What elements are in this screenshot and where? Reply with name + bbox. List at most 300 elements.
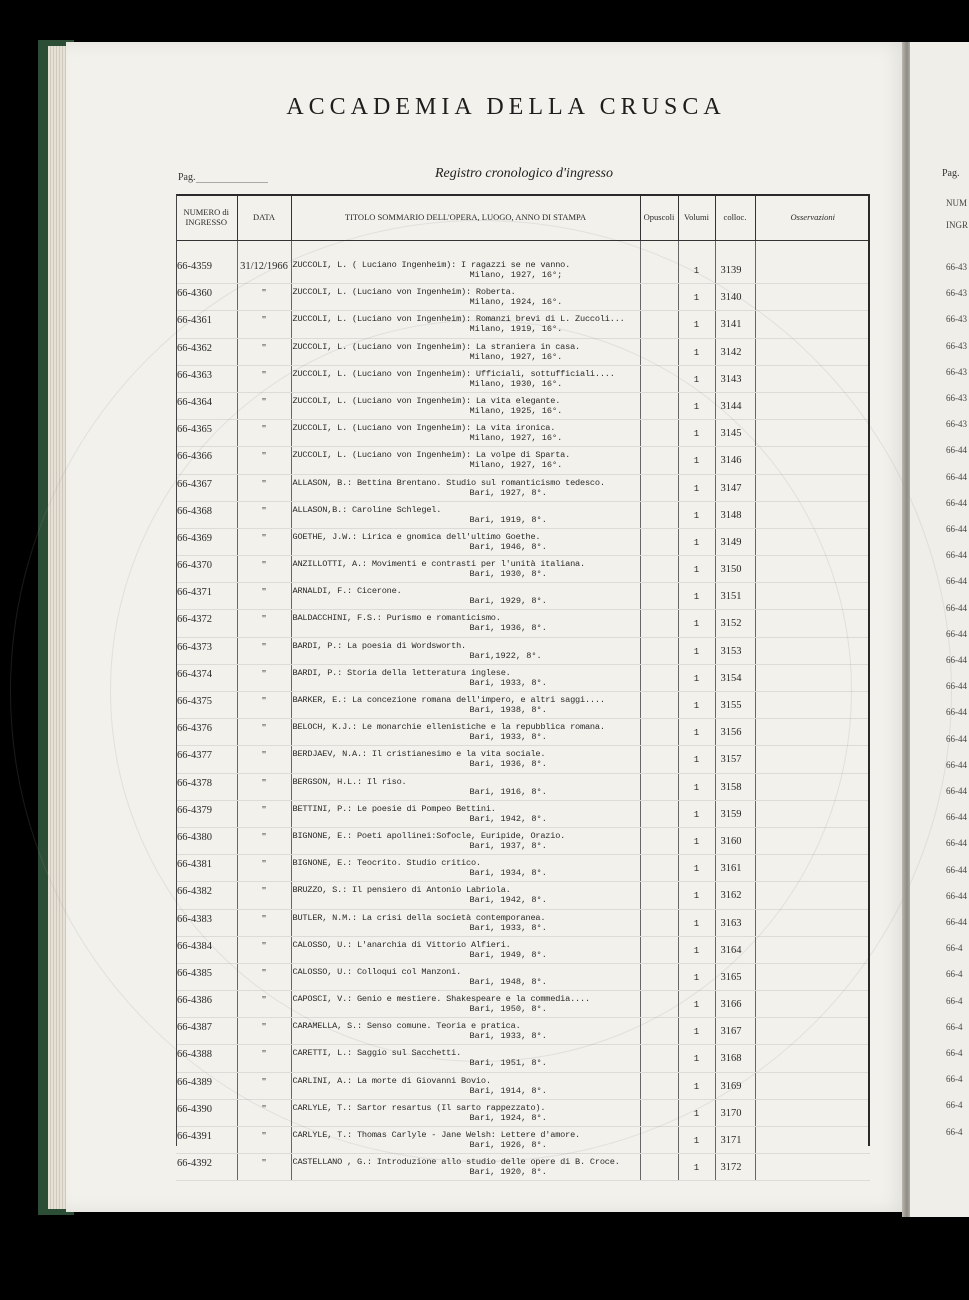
entry-colloc-cell — [715, 556, 755, 583]
entry-opuscoli-cell — [640, 284, 678, 311]
entry-notes-cell — [755, 773, 870, 800]
entry-volumes: 1 — [693, 320, 700, 331]
entry-collocation: 3163 — [720, 917, 742, 929]
right-page-row-number: 66-44 — [946, 733, 967, 744]
entry-volumes: 1 — [693, 755, 700, 766]
entry-place: Bari, 1951, 8°. — [469, 1058, 547, 1069]
table-row — [176, 284, 870, 311]
entry-colloc-cell — [715, 311, 755, 338]
entry-number: 66-4361 — [177, 315, 212, 327]
entry-date-cell — [237, 827, 291, 854]
entry-number: 66-4389 — [177, 1076, 212, 1088]
right-page-header-fragment: NUM — [946, 198, 968, 208]
right-page-row-number: 66-4 — [946, 995, 963, 1006]
entry-volumes-cell — [678, 773, 715, 800]
entry-colloc-cell — [715, 1018, 755, 1045]
entry-colloc-cell — [715, 637, 755, 664]
entry-volumes: 1 — [693, 701, 700, 711]
entry-number-cell — [176, 501, 237, 528]
entry-title-cell — [291, 637, 640, 664]
entry-number: 66-4377 — [177, 750, 212, 762]
entry-number: 66-4365 — [177, 424, 212, 436]
column-header-osservazioni: Osservazioni — [755, 194, 870, 241]
entry-title: ZUCCOLI, L. (Luciano von Ingenheim): La straniera in casa. — [292, 341, 581, 352]
entry-title-cell — [291, 474, 640, 501]
entry-date: " — [261, 696, 267, 707]
entry-number: 66-4372 — [177, 614, 212, 626]
entry-collocation: 3150 — [720, 564, 742, 576]
entry-opuscoli-cell — [640, 991, 678, 1018]
entry-volumes: 1 — [693, 646, 700, 657]
entry-collocation: 3162 — [720, 890, 742, 902]
entry-collocation: 3145 — [720, 428, 742, 440]
entry-number-cell — [176, 991, 237, 1018]
entry-notes-cell — [755, 284, 870, 311]
entry-notes-cell — [755, 447, 870, 474]
entry-opuscoli-cell — [640, 447, 678, 474]
entry-number: 66-4366 — [177, 451, 212, 463]
entry-opuscoli-cell — [640, 392, 678, 419]
right-page-row-number: 66-44 — [946, 602, 967, 613]
entry-colloc-cell — [715, 528, 755, 555]
entry-number-cell — [176, 963, 237, 990]
entry-collocation: 3147 — [720, 482, 742, 494]
entry-collocation: 3153 — [720, 645, 742, 657]
entry-number: 66-4387 — [177, 1022, 212, 1034]
entry-volumes: 1 — [693, 510, 700, 521]
right-page-row-number: 66-4 — [946, 1100, 963, 1111]
entry-title: CARLYLE, T.: Sartor resartus (Il sarto rappezzato). — [292, 1102, 546, 1113]
entry-title: CARLYLE, T.: Thomas Carlyle - Jane Welsh: Lettere d'amore. — [292, 1130, 581, 1140]
entry-number-cell — [176, 909, 237, 936]
entry-title-cell — [291, 909, 640, 936]
entry-number-cell — [176, 338, 237, 365]
table-row — [176, 1099, 870, 1126]
entry-number: 66-4388 — [177, 1049, 212, 1061]
entry-volumes: 1 — [693, 972, 700, 983]
entry-date: " — [261, 396, 267, 408]
register-subtitle: Registro cronologico d'ingresso — [435, 166, 613, 181]
entry-collocation: 3139 — [720, 265, 742, 276]
entry-number: 66-4368 — [177, 505, 212, 517]
entry-collocation: 3149 — [720, 536, 742, 548]
entry-colloc-cell — [715, 963, 755, 990]
entry-title-cell — [291, 719, 640, 746]
entry-collocation: 3156 — [720, 727, 742, 739]
entry-title-cell — [291, 392, 640, 419]
entry-opuscoli-cell — [640, 692, 678, 719]
entry-title: ZUCCOLI, L. (Luciano von Ingenheim): La volpe di Sparta. — [292, 450, 571, 461]
entry-date-cell — [237, 1045, 291, 1072]
entry-date-cell — [237, 284, 291, 311]
entry-number-cell — [176, 583, 237, 610]
entry-notes-cell — [755, 338, 870, 365]
entry-collocation: 3146 — [720, 455, 742, 467]
table-row — [176, 528, 870, 555]
entry-volumes-cell — [678, 1154, 715, 1181]
entry-number-cell — [176, 556, 237, 583]
entry-place: Milano, 1927, 16°. — [469, 433, 563, 444]
table-row — [176, 773, 870, 800]
entry-number: 66-4374 — [177, 668, 212, 680]
table-spacer-row — [176, 241, 870, 258]
entry-colloc-cell — [715, 909, 755, 936]
entry-title: ZUCCOLI, L. (Luciano von Ingenheim): Ufficiali, sottufficiali.... — [292, 368, 615, 379]
entry-opuscoli-cell — [640, 474, 678, 501]
table-row — [176, 474, 870, 501]
right-page-row-number: 66-44 — [946, 445, 967, 456]
entry-collocation: 3169 — [720, 1080, 742, 1092]
entry-date-cell — [237, 1099, 291, 1126]
entry-number-cell — [176, 746, 237, 773]
entry-volumes: 1 — [693, 918, 700, 929]
entry-opuscoli-cell — [640, 936, 678, 963]
entry-title-cell — [291, 991, 640, 1018]
entry-date: " — [261, 315, 267, 327]
entry-collocation: 3160 — [720, 835, 742, 847]
entry-place: Bari, 1933, 8°. — [469, 677, 547, 688]
entry-date-cell — [237, 528, 291, 555]
entry-colloc-cell — [715, 800, 755, 827]
entry-title: CALOSSO, U.: L'anarchia di Vittorio Alfieri. — [292, 939, 511, 950]
table-row — [176, 963, 870, 990]
entry-date: " — [261, 668, 267, 680]
entry-collocation: 3171 — [720, 1135, 742, 1146]
right-page-row-number: 66-44 — [946, 707, 967, 718]
entry-number: 66-4363 — [177, 369, 212, 381]
entry-number-cell — [176, 284, 237, 311]
entry-notes-cell — [755, 909, 870, 936]
entry-place: Bari, 1927, 8°. — [469, 487, 547, 498]
entry-date: " — [261, 532, 267, 544]
right-page-row-number: 66-44 — [946, 550, 967, 561]
entry-date: " — [261, 614, 267, 626]
entry-notes-cell — [755, 474, 870, 501]
entry-opuscoli-cell — [640, 365, 678, 392]
right-page-row-number: 66-43 — [946, 288, 967, 299]
table-row — [176, 392, 870, 419]
entry-notes-cell — [755, 365, 870, 392]
entry-opuscoli-cell — [640, 420, 678, 447]
entry-number: 66-4383 — [177, 913, 212, 925]
entry-date: " — [261, 1103, 267, 1115]
entry-volumes-cell — [678, 827, 715, 854]
entry-date: " — [261, 1022, 267, 1034]
entry-opuscoli-cell — [640, 637, 678, 664]
entry-opuscoli-cell — [640, 882, 678, 909]
right-page-row-number: 66-43 — [946, 366, 967, 377]
entry-date: " — [261, 723, 267, 735]
column-header-data: DATA — [237, 194, 291, 241]
entry-number-cell — [176, 1018, 237, 1045]
entry-date-cell — [237, 365, 291, 392]
entry-date-cell — [237, 392, 291, 419]
entry-date-cell — [237, 773, 291, 800]
entry-place: Bari, 1936, 8°. — [469, 759, 547, 770]
entry-number-cell — [176, 719, 237, 746]
entry-place: Bari, 1933, 8°. — [469, 922, 547, 933]
entry-date-cell — [237, 637, 291, 664]
entry-title: ALLASON,B.: Caroline Schlegel. — [292, 504, 442, 515]
entry-opuscoli-cell — [640, 773, 678, 800]
right-page-row-number: 66-43 — [946, 393, 967, 403]
entry-volumes-cell — [678, 963, 715, 990]
entry-place: Bari, 1942, 8°. — [469, 895, 547, 906]
entry-date-cell — [237, 583, 291, 610]
entry-date: " — [261, 940, 267, 952]
entry-date-cell — [237, 556, 291, 583]
entry-title-cell — [291, 773, 640, 800]
entry-place: Milano, 1919, 16°. — [469, 324, 563, 335]
entry-date-cell — [237, 800, 291, 827]
entry-date: " — [261, 750, 267, 762]
entry-collocation: 3172 — [720, 1162, 742, 1174]
entry-collocation: 3159 — [720, 808, 742, 820]
entry-title: ALLASON, B.: Bettina Brentano. Studio sul romanticismo tedesco. — [292, 477, 605, 488]
entry-volumes-cell — [678, 556, 715, 583]
entry-place: Bari, 1916, 8°. — [469, 786, 547, 797]
entry-notes-cell — [755, 827, 870, 854]
entry-notes-cell — [755, 664, 870, 691]
entry-notes-cell — [755, 311, 870, 338]
table-row — [176, 909, 870, 936]
entry-title: CARLINI, A.: La morte di Giovanni Bovio. — [292, 1075, 491, 1086]
right-page-row-number: 66-44 — [946, 628, 967, 639]
entry-title-cell — [291, 501, 640, 528]
entry-place: Bari, 1924, 8°. — [469, 1112, 547, 1123]
entry-title-cell — [291, 1099, 640, 1126]
entry-volumes-cell — [678, 1127, 715, 1154]
entry-opuscoli-cell — [640, 583, 678, 610]
entry-notes-cell — [755, 610, 870, 637]
table-row — [176, 855, 870, 882]
right-page-row-number: 66-43 — [946, 314, 967, 325]
column-header-volumi: Volumi — [678, 194, 715, 241]
entry-number-cell — [176, 474, 237, 501]
entry-colloc-cell — [715, 474, 755, 501]
entry-number: 66-4367 — [177, 478, 212, 490]
entry-notes-cell — [755, 1099, 870, 1126]
entry-volumes-cell — [678, 392, 715, 419]
entry-colloc-cell — [715, 1045, 755, 1072]
entry-volumes-cell — [678, 311, 715, 338]
entry-volumes: 1 — [693, 456, 700, 467]
entry-date-cell — [237, 1154, 291, 1181]
entry-volumes-cell — [678, 1099, 715, 1126]
entry-date-cell — [237, 882, 291, 909]
entry-notes-cell — [755, 719, 870, 746]
entry-date: " — [261, 451, 267, 463]
entry-number: 66-4386 — [177, 995, 212, 1007]
entry-place: Bari, 1949, 8°. — [469, 949, 547, 960]
entry-notes-cell — [755, 556, 870, 583]
entry-collocation: 3142 — [720, 346, 742, 358]
entry-place: Bari, 1929, 8°. — [469, 596, 547, 607]
entry-notes-cell — [755, 991, 870, 1018]
entry-opuscoli-cell — [640, 1154, 678, 1181]
entry-number: 66-4382 — [177, 886, 212, 898]
right-page-row-number: 66-44 — [946, 890, 967, 901]
entry-date-cell — [237, 746, 291, 773]
entry-volumes: 1 — [693, 347, 700, 358]
entry-volumes: 1 — [693, 293, 700, 304]
entry-number-cell — [176, 882, 237, 909]
entry-title: CARAMELLA, S.: Senso comune. Teoria e pratica. — [292, 1021, 521, 1032]
entry-volumes-cell — [678, 447, 715, 474]
entry-number: 66-4380 — [177, 831, 212, 843]
entry-volumes-cell — [678, 637, 715, 664]
entry-title: BETTINI, P.: Le poesie di Pompeo Bettini. — [292, 803, 496, 814]
entry-colloc-cell — [715, 991, 755, 1018]
entry-title: CALOSSO, U.: Colloqui col Manzoni. — [292, 966, 462, 977]
entry-date-cell — [237, 692, 291, 719]
entry-place: Bari, 1933, 8°. — [469, 1031, 547, 1042]
right-page-row-number: 66-44 — [946, 655, 967, 665]
entry-number-cell — [176, 1072, 237, 1099]
entry-collocation: 3148 — [720, 509, 742, 521]
table-row — [176, 827, 870, 854]
entry-number: 66-4390 — [177, 1103, 212, 1115]
right-page-row-number: 66-44 — [946, 681, 967, 692]
entry-place: Bari, 1938, 8°. — [469, 705, 547, 715]
entry-volumes: 1 — [693, 673, 700, 684]
right-page-row-number: 66-43 — [946, 419, 967, 430]
entry-date: " — [261, 886, 267, 898]
entry-number-cell — [176, 1045, 237, 1072]
entry-title-cell — [291, 664, 640, 691]
entry-title: BARDI, P.: La poesia di Wordsworth. — [292, 640, 466, 651]
entry-title-cell — [291, 936, 640, 963]
entry-collocation: 3161 — [720, 863, 742, 875]
entry-title-cell — [291, 1127, 640, 1154]
entry-notes-cell — [755, 528, 870, 555]
entry-title-cell — [291, 420, 640, 447]
entry-opuscoli-cell — [640, 909, 678, 936]
entry-volumes: 1 — [693, 1000, 700, 1011]
entry-volumes: 1 — [693, 728, 700, 739]
entry-date: 31/12/1966 — [240, 261, 288, 272]
entry-colloc-cell — [715, 1072, 755, 1099]
right-page-row-number: 66-4 — [946, 1074, 963, 1085]
entry-colloc-cell — [715, 692, 755, 719]
entry-number: 66-4371 — [177, 587, 212, 599]
entry-colloc-cell — [715, 610, 755, 637]
entry-date: " — [261, 1049, 267, 1061]
right-page-row-number: 66-43 — [946, 262, 967, 272]
table-row — [176, 936, 870, 963]
entry-volumes-cell — [678, 284, 715, 311]
entry-place: Bari, 1942, 8°. — [469, 813, 547, 824]
entry-date-cell — [237, 311, 291, 338]
entry-place: Milano, 1927, 16°. — [469, 460, 563, 471]
entry-place: Milano, 1927, 16°; — [469, 270, 563, 280]
entry-volumes-cell — [678, 501, 715, 528]
table-row — [176, 556, 870, 583]
entry-opuscoli-cell — [640, 1099, 678, 1126]
entry-collocation: 3167 — [720, 1026, 742, 1038]
entry-title-cell — [291, 1154, 640, 1181]
right-page-row-number: 66-43 — [946, 340, 967, 351]
table-row — [176, 1045, 870, 1072]
entry-volumes: 1 — [693, 1081, 700, 1092]
table-row — [176, 583, 870, 610]
entry-number-cell — [176, 692, 237, 719]
entry-date-cell — [237, 719, 291, 746]
table-row — [176, 719, 870, 746]
table-row — [176, 1127, 870, 1154]
entry-title-cell — [291, 963, 640, 990]
entry-date: " — [261, 369, 267, 381]
entry-date-cell — [237, 257, 291, 284]
entry-number: 66-4378 — [177, 777, 212, 789]
entry-date-cell — [237, 855, 291, 882]
entry-notes-cell — [755, 1045, 870, 1072]
entry-date: " — [261, 587, 267, 599]
entry-number-cell — [176, 311, 237, 338]
entry-volumes: 1 — [693, 1136, 700, 1146]
entry-volumes: 1 — [693, 836, 700, 847]
entry-notes-cell — [755, 936, 870, 963]
register-table — [176, 194, 870, 1181]
entry-place: Bari, 1948, 8°. — [469, 976, 547, 987]
entry-number-cell — [176, 257, 237, 284]
entry-opuscoli-cell — [640, 800, 678, 827]
entry-volumes-cell — [678, 420, 715, 447]
entry-date: " — [261, 1158, 267, 1170]
entry-volumes: 1 — [693, 266, 700, 276]
entry-volumes-cell — [678, 855, 715, 882]
entry-volumes: 1 — [693, 1163, 700, 1174]
entry-date: " — [261, 1076, 267, 1088]
entry-number-cell — [176, 420, 237, 447]
table-row — [176, 447, 870, 474]
table-row — [176, 501, 870, 528]
entry-title-cell — [291, 746, 640, 773]
page-number-label: Pag. — [178, 172, 196, 183]
table-row — [176, 664, 870, 691]
entry-notes-cell — [755, 637, 870, 664]
entry-title-cell — [291, 610, 640, 637]
entry-number: 66-4375 — [177, 696, 212, 707]
entry-notes-cell — [755, 882, 870, 909]
entry-opuscoli-cell — [640, 528, 678, 555]
entry-volumes-cell — [678, 719, 715, 746]
entry-notes-cell — [755, 583, 870, 610]
entry-volumes: 1 — [693, 592, 700, 603]
entry-place: Bari, 1934, 8°. — [469, 868, 547, 879]
entry-collocation: 3143 — [720, 373, 742, 385]
entry-number-cell — [176, 1127, 237, 1154]
entry-date-cell — [237, 963, 291, 990]
entry-notes-cell — [755, 1072, 870, 1099]
entry-place: Milano, 1924, 16°. — [469, 297, 563, 308]
entry-colloc-cell — [715, 501, 755, 528]
entry-volumes-cell — [678, 991, 715, 1018]
entry-number: 66-4381 — [177, 859, 212, 871]
entry-title-cell — [291, 855, 640, 882]
entry-place: Bari, 1930, 8°. — [469, 569, 547, 580]
entry-title-cell — [291, 1072, 640, 1099]
table-row — [176, 420, 870, 447]
entry-title-cell — [291, 1018, 640, 1045]
table-row — [176, 1154, 870, 1181]
entry-volumes-cell — [678, 1045, 715, 1072]
entry-colloc-cell — [715, 719, 755, 746]
table-row — [176, 800, 870, 827]
entry-collocation: 3164 — [720, 944, 742, 956]
entry-number: 66-4359 — [177, 261, 212, 272]
table-row — [176, 365, 870, 392]
